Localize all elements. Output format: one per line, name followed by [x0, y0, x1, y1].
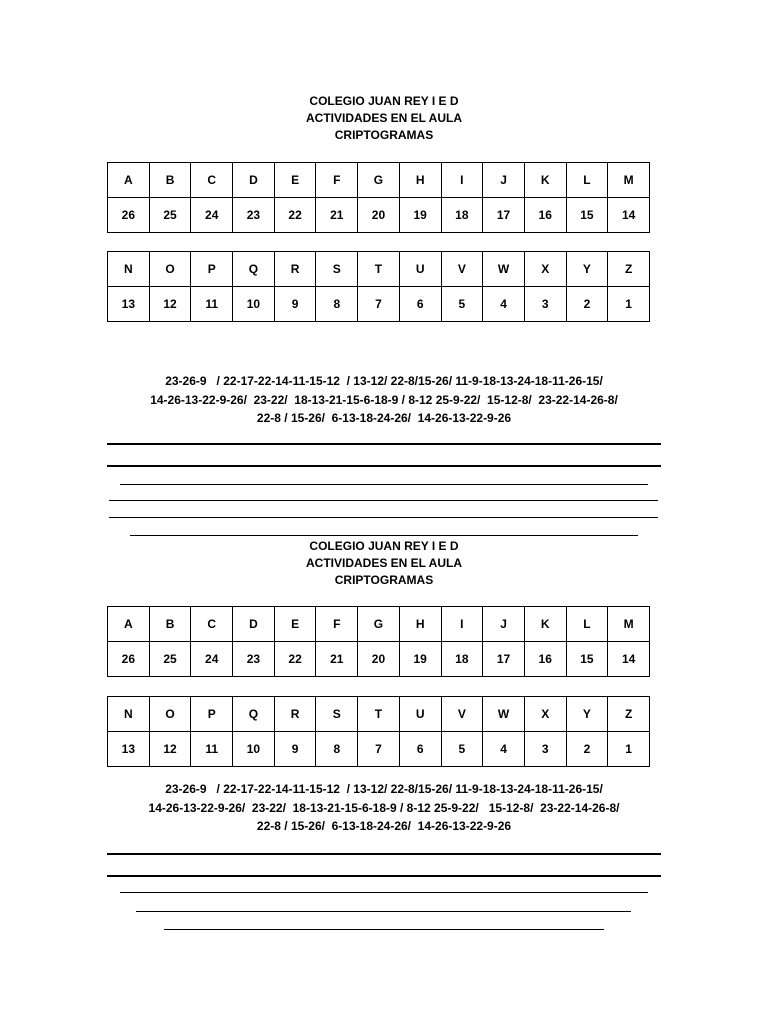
cipher-cell: V: [441, 697, 483, 732]
heading-top: [0, 93, 768, 144]
cipher-cell: 20: [358, 198, 400, 233]
number-row: [108, 198, 650, 233]
answer-line: [130, 535, 638, 536]
cipher-cell: W: [483, 697, 525, 732]
cipher-cell: I: [441, 163, 483, 198]
cipher-cell: 2: [566, 287, 608, 322]
cipher-table-nz-bottom: [107, 696, 650, 767]
cipher-cell: 18: [441, 198, 483, 233]
cipher-cell: X: [524, 697, 566, 732]
cipher-cell: 7: [358, 287, 400, 322]
number-row: [108, 642, 650, 677]
cipher-cell: 13: [108, 732, 150, 767]
cipher-cell: 3: [524, 732, 566, 767]
cipher-cell: B: [149, 163, 191, 198]
cipher-cell: B: [149, 607, 191, 642]
cipher-cell: Z: [608, 252, 650, 287]
letter-row: [108, 163, 650, 198]
letter-row: [108, 697, 650, 732]
activity-title: ACTIVIDADES EN EL AULA: [305, 111, 462, 125]
cipher-cell: 16: [524, 198, 566, 233]
cipher-cell: U: [399, 697, 441, 732]
coded-line: 22-8 / 15-26/ 6-13-18-24-26/ 14-26-13-22-9-26: [256, 411, 512, 425]
answer-line: [109, 500, 658, 501]
cipher-cell: 22: [274, 642, 316, 677]
answer-line: [164, 929, 604, 930]
cipher-cell: H: [399, 607, 441, 642]
cipher-cell: 11: [191, 287, 233, 322]
cipher-cell: 24: [191, 642, 233, 677]
answer-line: [120, 484, 648, 485]
cipher-cell: Z: [608, 697, 650, 732]
letter-row: [108, 252, 650, 287]
answer-line: [136, 911, 631, 912]
cipher-cell: 10: [233, 287, 275, 322]
cipher-cell: P: [191, 697, 233, 732]
school-name: COLEGIO JUAN REY I E D: [309, 539, 459, 553]
coded-line: 14-26-13-22-9-26/ 23-22/ 18-13-21-15-6-18-9 / 8-12 25-9-22/ 15-12-8/ 23-22-14-26-8/: [148, 800, 620, 815]
cipher-cell: Y: [566, 252, 608, 287]
cipher-cell: 12: [149, 287, 191, 322]
number-row: [108, 287, 650, 322]
cipher-cell: 8: [316, 732, 358, 767]
cipher-cell: 4: [483, 287, 525, 322]
cipher-cell: 16: [524, 642, 566, 677]
cipher-cell: 26: [108, 642, 150, 677]
coded-message-bottom: [0, 780, 768, 836]
cipher-cell: D: [233, 163, 275, 198]
answer-line: [107, 853, 661, 855]
answer-line: [120, 892, 648, 893]
cipher-cell: 24: [191, 198, 233, 233]
cipher-cell: Q: [233, 252, 275, 287]
cipher-cell: G: [358, 607, 400, 642]
cipher-cell: 9: [274, 732, 316, 767]
cipher-cell: 12: [149, 732, 191, 767]
heading-bottom: [0, 538, 768, 589]
answer-line: [107, 875, 661, 877]
letter-row: [108, 607, 650, 642]
cipher-cell: 13: [108, 287, 150, 322]
coded-line: 14-26-13-22-9-26/ 23-22/ 18-13-21-15-6-18-9 / 8-12 25-9-22/ 15-12-8/ 23-22-14-26-8/: [150, 392, 618, 407]
cipher-cell: T: [358, 252, 400, 287]
answer-line: [109, 517, 658, 518]
worksheet-title: CRIPTOGRAMAS: [334, 128, 434, 142]
cipher-cell: 2: [566, 732, 608, 767]
cipher-cell: U: [399, 252, 441, 287]
cipher-cell: C: [191, 607, 233, 642]
cipher-cell: L: [566, 607, 608, 642]
cipher-cell: 17: [483, 642, 525, 677]
cipher-cell: K: [524, 607, 566, 642]
cipher-cell: N: [108, 252, 150, 287]
cipher-cell: 26: [108, 198, 150, 233]
cipher-cell: J: [483, 607, 525, 642]
answer-line: [107, 465, 661, 467]
cipher-cell: 19: [399, 198, 441, 233]
cipher-cell: O: [149, 252, 191, 287]
cipher-cell: M: [608, 607, 650, 642]
worksheet-title: CRIPTOGRAMAS: [334, 573, 434, 587]
cipher-cell: W: [483, 252, 525, 287]
cipher-cell: S: [316, 252, 358, 287]
coded-line: 22-8 / 15-26/ 6-13-18-24-26/ 14-26-13-22-9-26: [256, 819, 512, 833]
cipher-cell: 3: [524, 287, 566, 322]
cipher-cell: F: [316, 607, 358, 642]
cipher-cell: E: [274, 607, 316, 642]
cipher-cell: J: [483, 163, 525, 198]
cipher-cell: 1: [608, 732, 650, 767]
cipher-cell: X: [524, 252, 566, 287]
cipher-cell: 6: [399, 732, 441, 767]
cipher-cell: G: [358, 163, 400, 198]
cipher-cell: 14: [608, 642, 650, 677]
cipher-cell: T: [358, 697, 400, 732]
cipher-cell: L: [566, 163, 608, 198]
coded-message-top: [0, 372, 768, 428]
cipher-cell: Y: [566, 697, 608, 732]
cipher-cell: 21: [316, 198, 358, 233]
school-name: COLEGIO JUAN REY I E D: [309, 94, 459, 108]
cipher-cell: 7: [358, 732, 400, 767]
cipher-cell: N: [108, 697, 150, 732]
cipher-cell: 5: [441, 287, 483, 322]
cipher-cell: 10: [233, 732, 275, 767]
cipher-cell: M: [608, 163, 650, 198]
cipher-cell: R: [274, 252, 316, 287]
activity-title: ACTIVIDADES EN EL AULA: [305, 556, 462, 570]
cipher-cell: 9: [274, 287, 316, 322]
cipher-cell: 17: [483, 198, 525, 233]
cipher-cell: 8: [316, 287, 358, 322]
cipher-cell: P: [191, 252, 233, 287]
number-row: [108, 732, 650, 767]
cipher-cell: 1: [608, 287, 650, 322]
cipher-cell: 23: [233, 642, 275, 677]
cipher-cell: E: [274, 163, 316, 198]
cipher-cell: 19: [399, 642, 441, 677]
cipher-cell: A: [108, 163, 150, 198]
cipher-table-am-bottom: [107, 606, 650, 677]
cipher-cell: F: [316, 163, 358, 198]
cipher-cell: R: [274, 697, 316, 732]
cipher-cell: 15: [566, 642, 608, 677]
cipher-cell: H: [399, 163, 441, 198]
cipher-cell: C: [191, 163, 233, 198]
cipher-cell: 22: [274, 198, 316, 233]
cipher-cell: I: [441, 607, 483, 642]
cipher-table-nz-top: [107, 251, 650, 322]
coded-line: 23-26-9 / 22-17-22-14-11-15-12 / 13-12/ 22-8/15-26/ 11-9-18-13-24-18-11-26-15/: [165, 374, 603, 388]
cipher-cell: 6: [399, 287, 441, 322]
cipher-cell: 4: [483, 732, 525, 767]
cipher-cell: 21: [316, 642, 358, 677]
coded-line: 23-26-9 / 22-17-22-14-11-15-12 / 13-12/ 22-8/15-26/ 11-9-18-13-24-18-11-26-15/: [165, 782, 603, 796]
cipher-cell: 18: [441, 642, 483, 677]
cipher-cell: V: [441, 252, 483, 287]
cipher-cell: 23: [233, 198, 275, 233]
cipher-cell: O: [149, 697, 191, 732]
cipher-cell: 25: [149, 198, 191, 233]
cipher-cell: 25: [149, 642, 191, 677]
cipher-cell: A: [108, 607, 150, 642]
cipher-cell: 20: [358, 642, 400, 677]
cipher-cell: 14: [608, 198, 650, 233]
cipher-cell: 11: [191, 732, 233, 767]
cipher-cell: K: [524, 163, 566, 198]
cipher-cell: S: [316, 697, 358, 732]
cipher-cell: Q: [233, 697, 275, 732]
cipher-table-am-top: [107, 162, 650, 233]
cipher-cell: 5: [441, 732, 483, 767]
cipher-cell: D: [233, 607, 275, 642]
cipher-cell: 15: [566, 198, 608, 233]
answer-line: [107, 443, 661, 445]
